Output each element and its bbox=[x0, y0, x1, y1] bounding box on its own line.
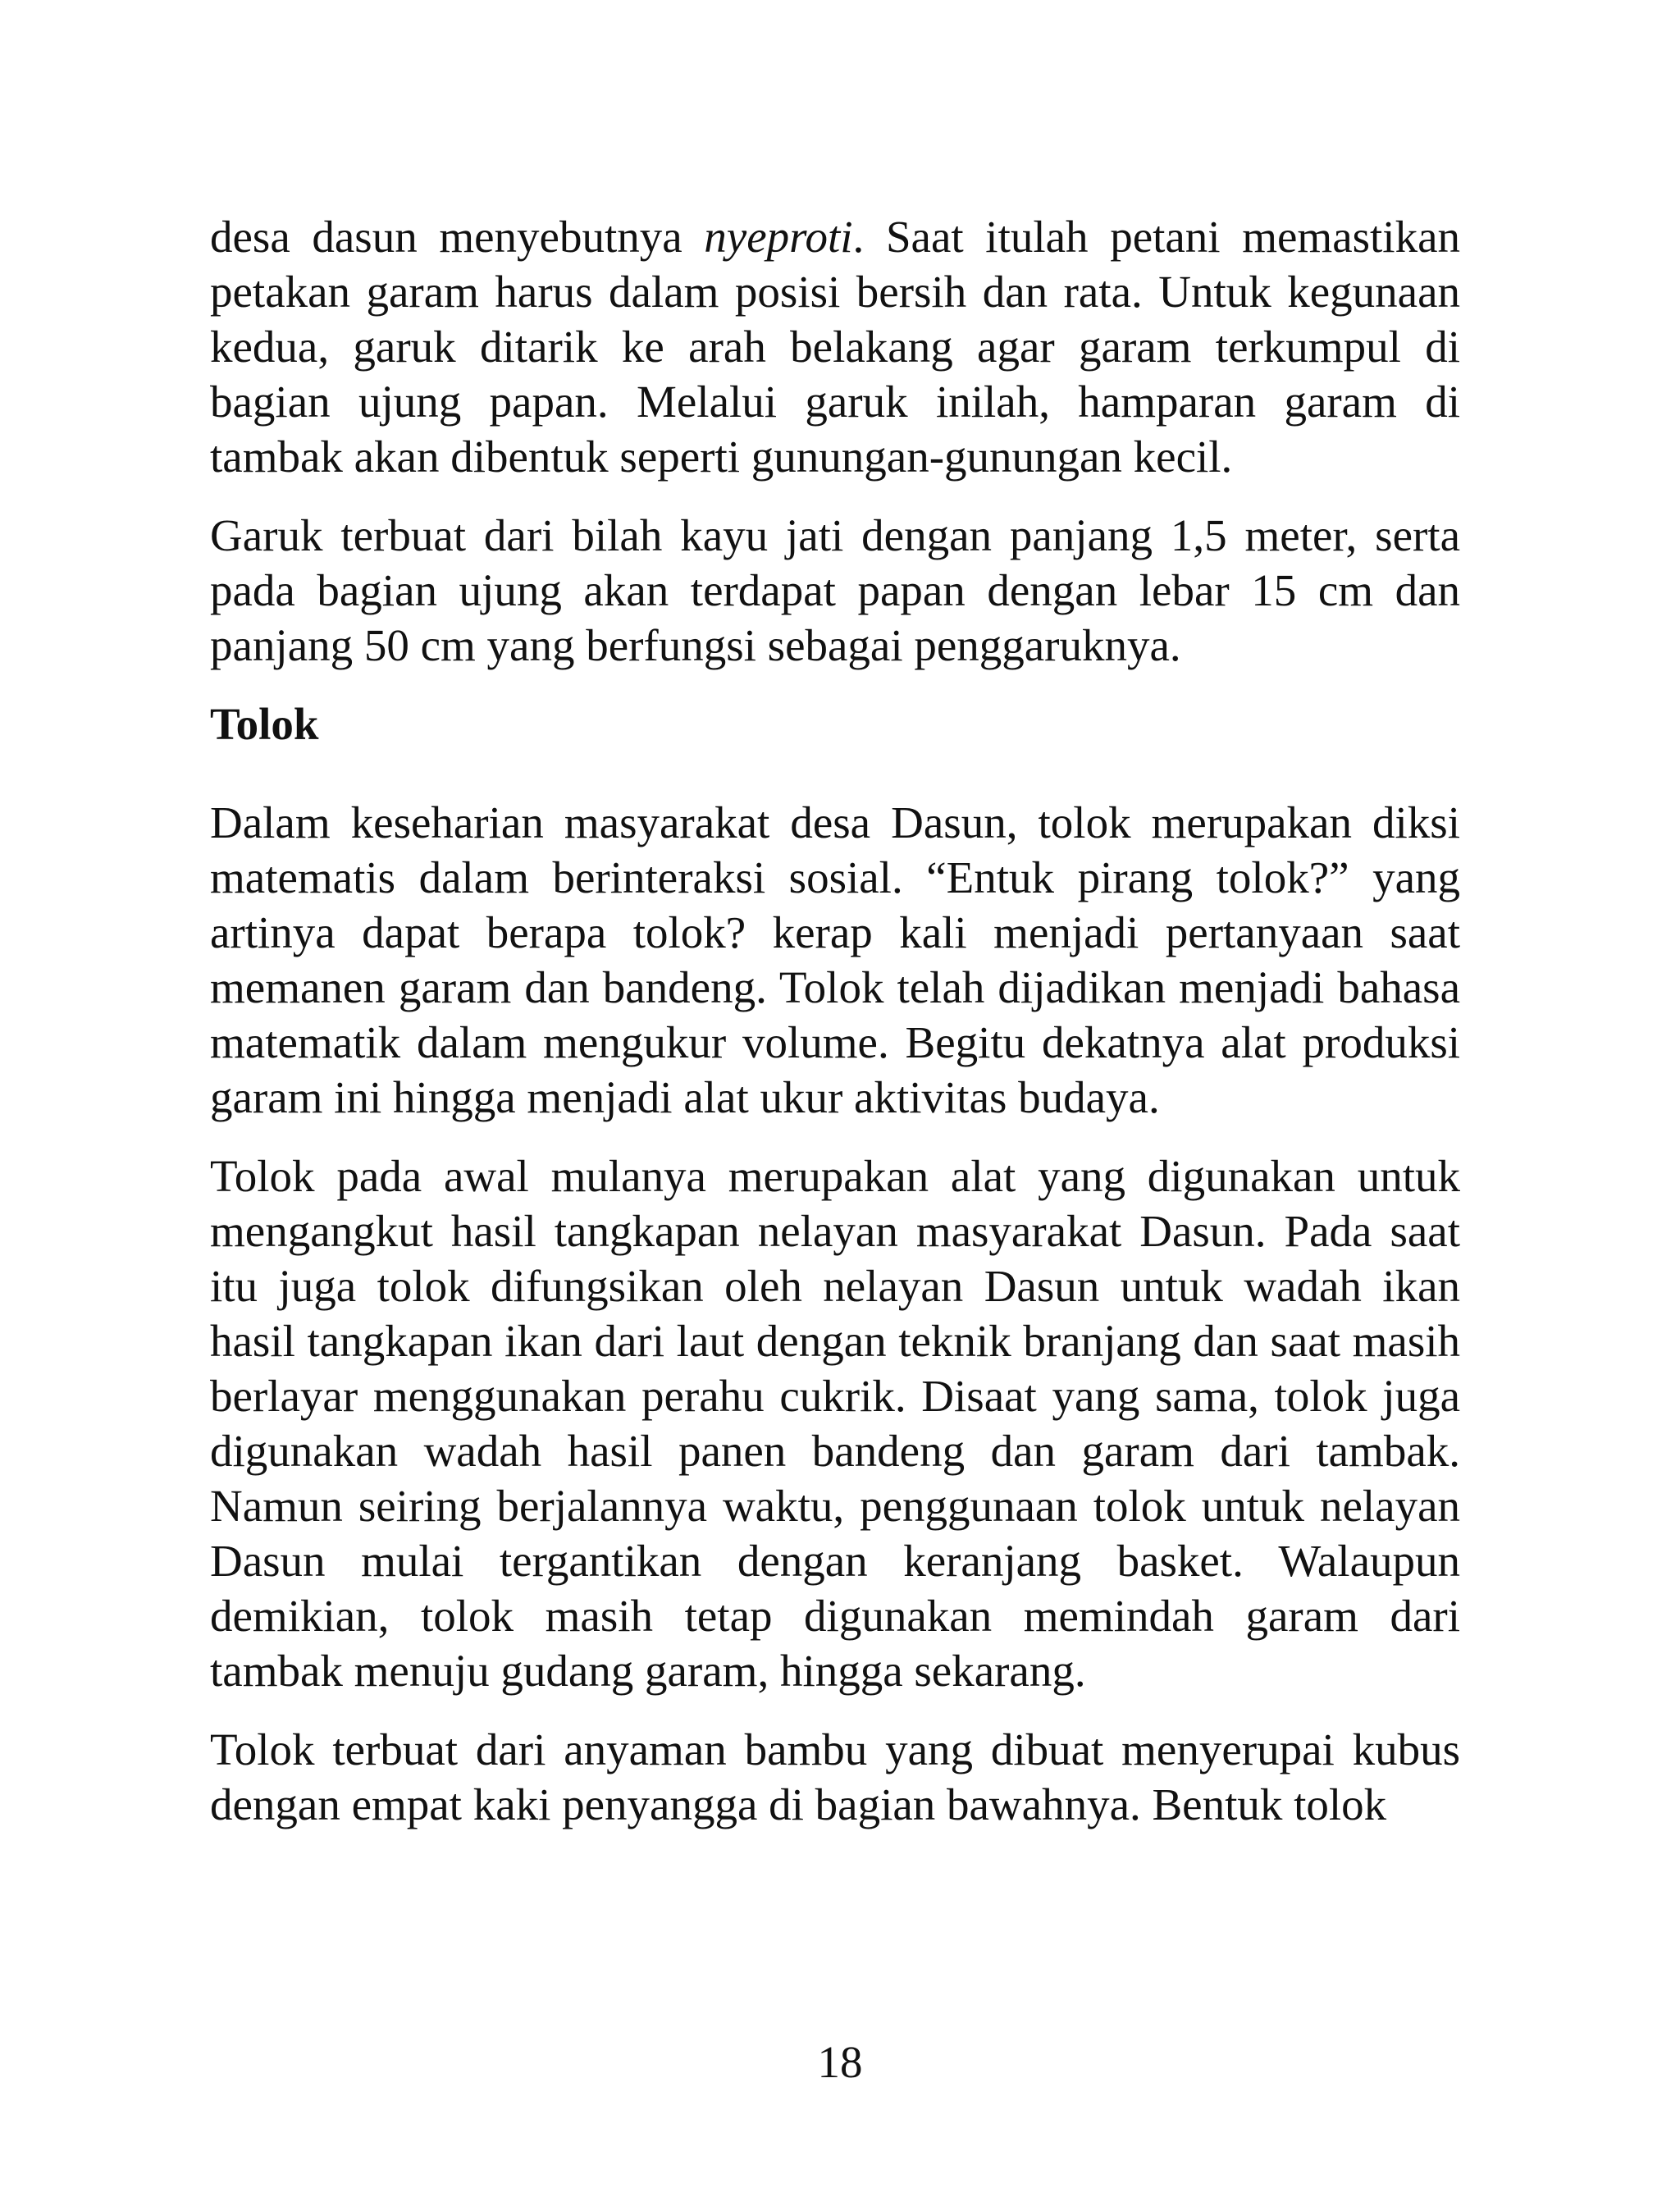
italic-term-nyeproti: nyeproti bbox=[704, 212, 853, 262]
page-content bbox=[210, 209, 1460, 1856]
section-heading-tolok: Tolok bbox=[210, 699, 319, 749]
paragraph-tolok-history: Tolok pada awal mulanya merupakan alat yang digunakan untuk mengangkut hasil tangkapan nelayan masyarakat Dasun. Pada saat itu juga tolok difungsikan oleh nelayan Dasun untuk wadah ikan hasil tangkapan ikan dari laut dengan teknik branjang dan saat masih berlayar menggunakan perahu cukrik. Disaat yang sama, tolok juga digunakan wadah hasil panen bandeng dan garam dari tambak. Namun seiring berjalannya waktu, penggunaan tolok untuk nelayan Dasun mulai tergantikan dengan keranjang basket. Walaupun demikian, tolok masih tetap digunakan memindah garam dari tambak menuju gudang garam, hingga sekarang. bbox=[210, 1151, 1460, 1696]
paragraph-text: desa dasun menyebutnya bbox=[210, 212, 705, 262]
paragraph-tolok-material: Tolok terbuat dari anyaman bambu yang dibuat menyerupai kubus dengan empat kaki penyangga di bagian bawahnya. Bentuk tolok bbox=[210, 1724, 1460, 1829]
page-number: 18 bbox=[817, 2037, 863, 2087]
paragraph-text: . Saat itulah petani memastikan petakan garam harus dalam posisi bersih dan rata. Untuk kegunaan kedua, garuk ditarik ke arah belakang agar garam terkumpul di bagian ujung papan. Melalui garuk inilah, hamparan garam di tambak akan dibentuk seperti gunungan-gunungan kecil. bbox=[210, 212, 1460, 482]
paragraph-garuk-usage bbox=[210, 209, 1460, 484]
paragraph-garuk-material: Garuk terbuat dari bilah kayu jati dengan panjang 1,5 meter, serta pada bagian ujung akan terdapat papan dengan lebar 15 cm dan panjang 50 cm yang berfungsi sebagai penggaruknya. bbox=[210, 510, 1460, 670]
paragraph-tolok-meaning: Dalam keseharian masyarakat desa Dasun, tolok merupakan diksi matematis dalam berinteraksi sosial. “Entuk pirang tolok?” yang artinya dapat berapa tolok? kerap kali menjadi pertanyaan saat memanen garam dan bandeng. Tolok telah dijadikan menjadi bahasa matematik dalam mengukur volume. Begitu dekatnya alat produksi garam ini hingga menjadi alat ukur aktivitas budaya. bbox=[210, 797, 1460, 1122]
